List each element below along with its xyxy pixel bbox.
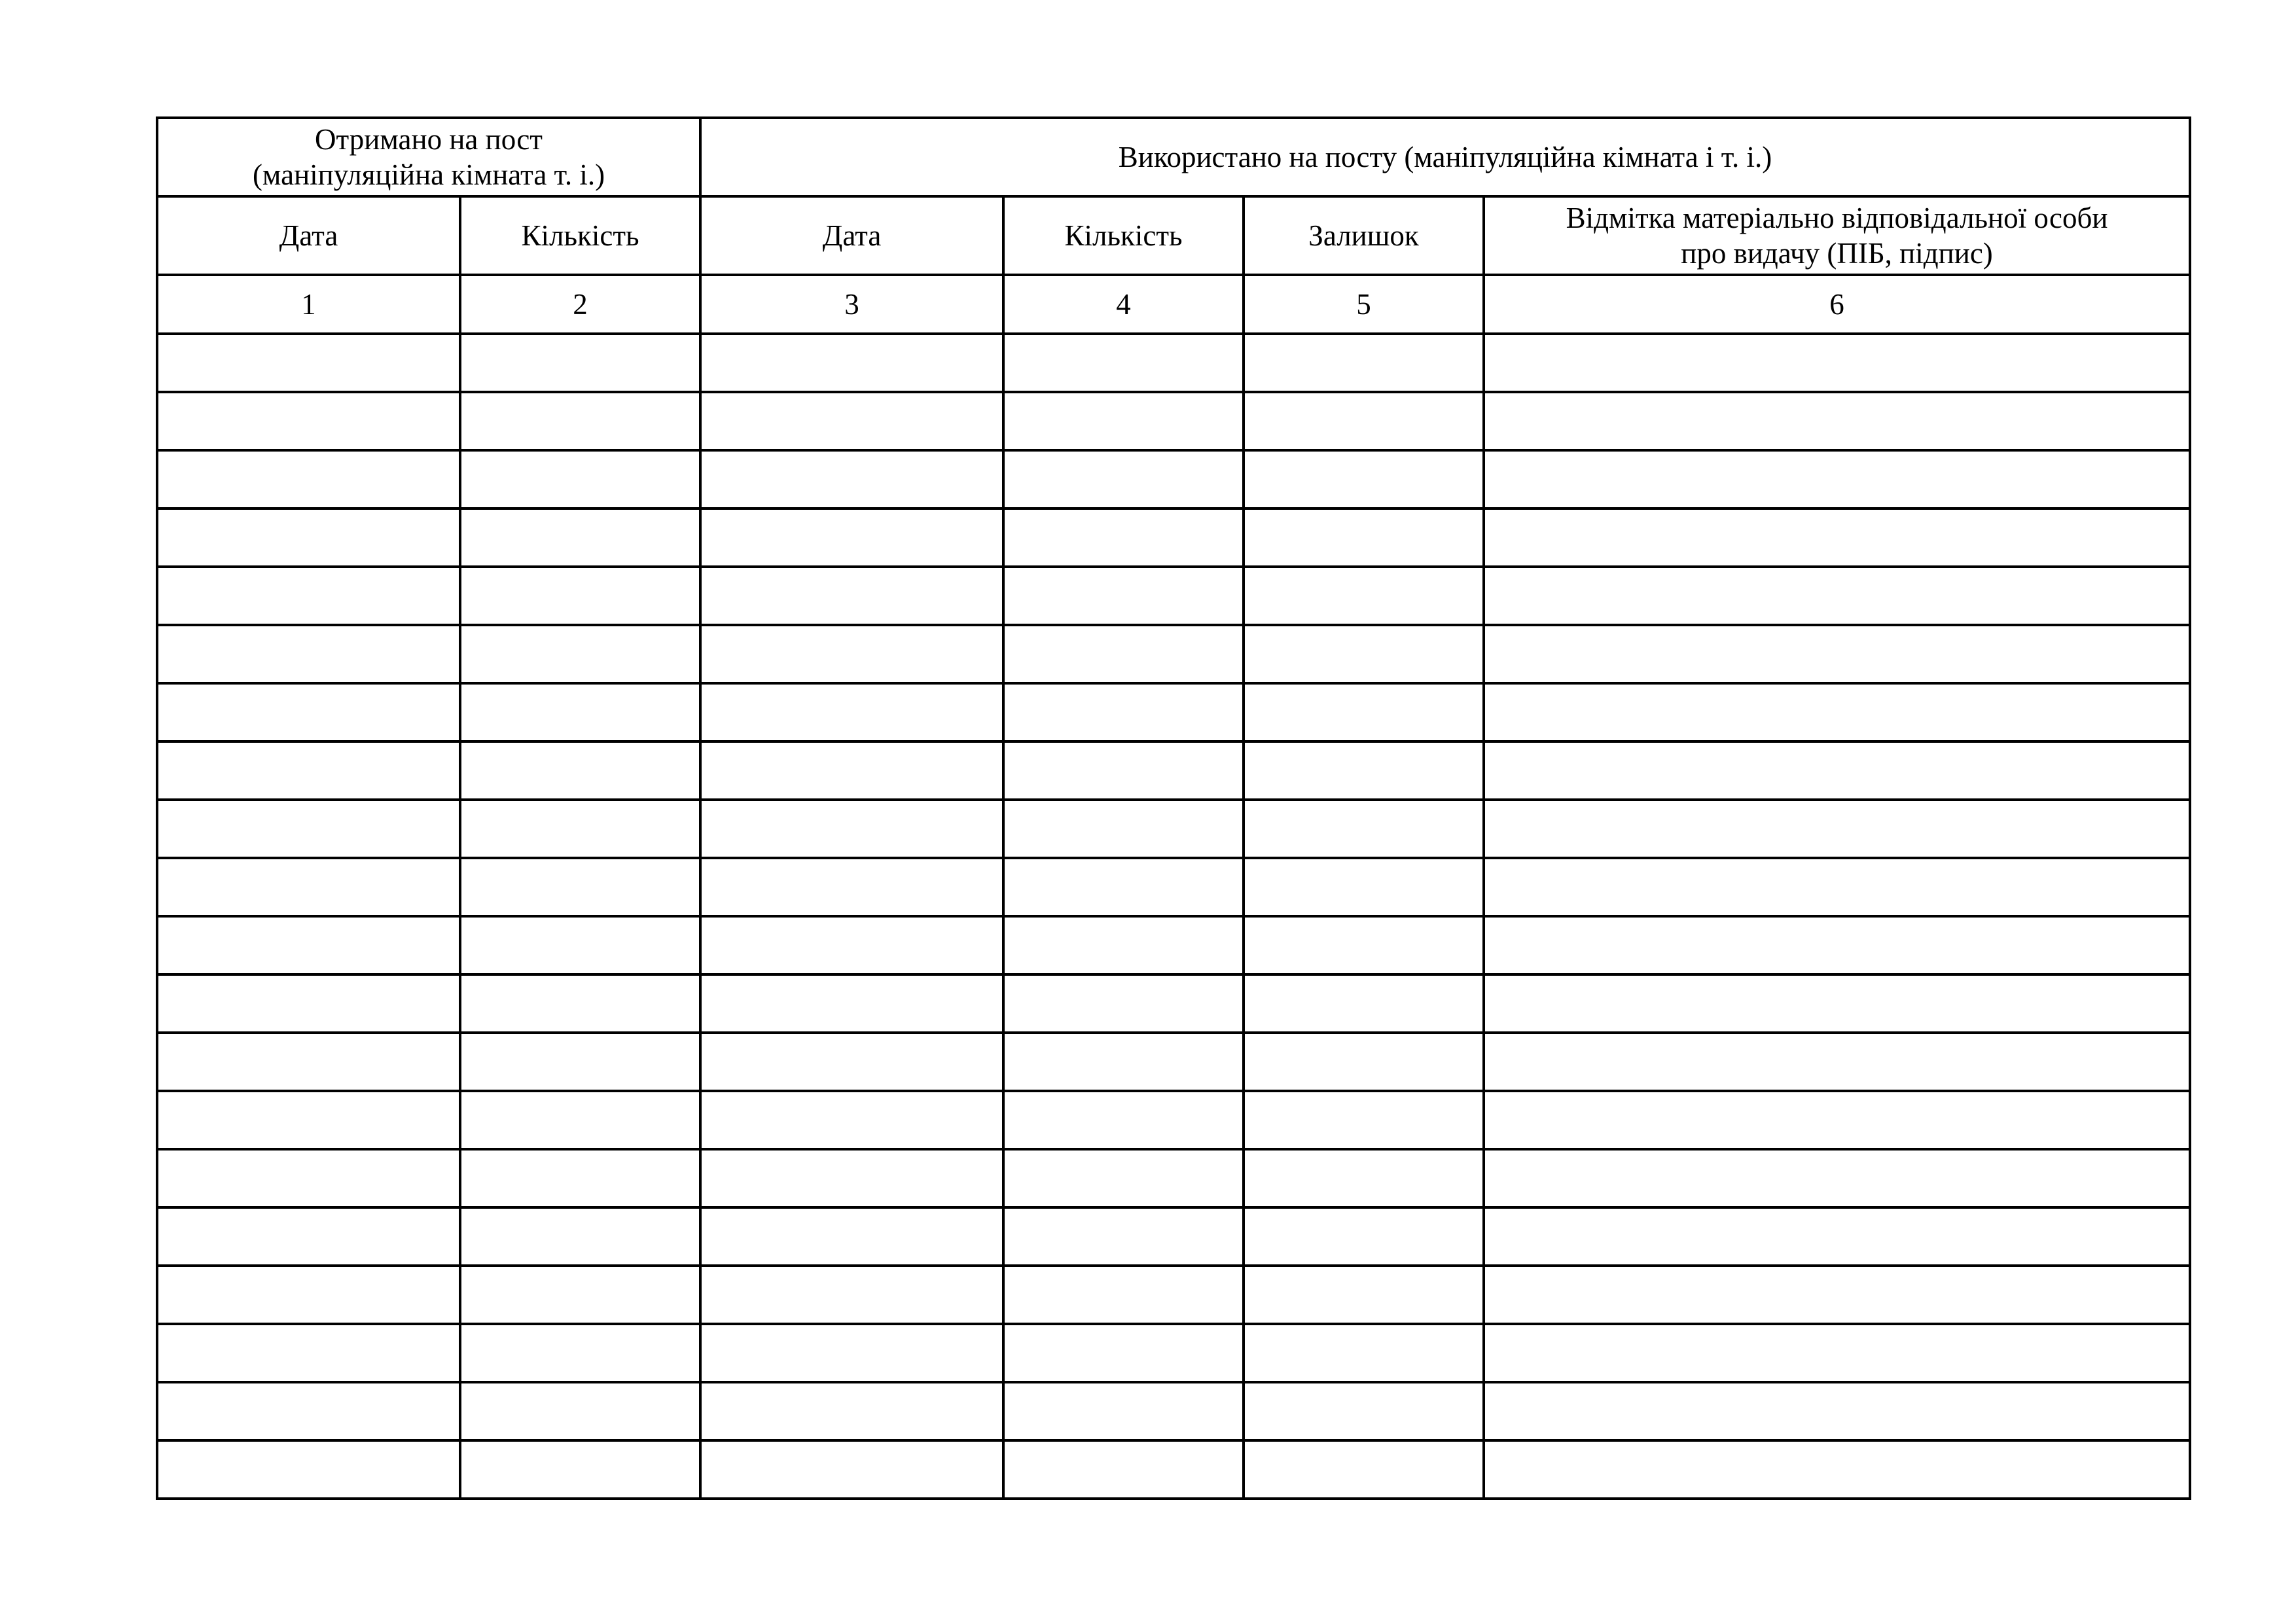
received-quantity-cell[interactable] [460, 916, 700, 974]
received-date-cell[interactable] [157, 858, 460, 916]
table-row [157, 1266, 2190, 1324]
balance-cell[interactable] [1244, 974, 1484, 1033]
used-date-cell[interactable] [700, 450, 1003, 508]
table-row [157, 1382, 2190, 1440]
responsible-mark-cell[interactable] [1484, 858, 2190, 916]
table-row [157, 1324, 2190, 1382]
received-quantity-cell[interactable] [460, 858, 700, 916]
used-quantity-cell[interactable] [1003, 1382, 1244, 1440]
table-row [157, 1207, 2190, 1266]
used-date-cell[interactable] [700, 567, 1003, 625]
received-quantity-cell[interactable] [460, 741, 700, 800]
received-date-cell[interactable] [157, 800, 460, 858]
received-date-cell[interactable] [157, 741, 460, 800]
table-row [157, 1149, 2190, 1207]
balance-cell[interactable] [1244, 1440, 1484, 1499]
table-row [157, 508, 2190, 567]
received-date-cell[interactable] [157, 508, 460, 567]
responsible-mark-cell[interactable] [1484, 1033, 2190, 1091]
received-date-cell[interactable] [157, 1091, 460, 1149]
received-date-cell[interactable] [157, 625, 460, 683]
table-row [157, 916, 2190, 974]
received-date-cell[interactable] [157, 392, 460, 450]
table-row [157, 741, 2190, 800]
used-quantity-cell[interactable] [1003, 800, 1244, 858]
col-header-received-quantity: Кількість [460, 196, 700, 275]
balance-cell[interactable] [1244, 1207, 1484, 1266]
table-row [157, 1091, 2190, 1149]
responsible-mark-cell[interactable] [1484, 392, 2190, 450]
responsible-mark-cell[interactable] [1484, 1382, 2190, 1440]
used-quantity-cell[interactable] [1003, 858, 1244, 916]
received-date-cell[interactable] [157, 1207, 460, 1266]
received-date-cell[interactable] [157, 1382, 460, 1440]
received-quantity-cell[interactable] [460, 625, 700, 683]
used-date-cell[interactable] [700, 334, 1003, 392]
responsible-mark-cell[interactable] [1484, 1324, 2190, 1382]
received-quantity-cell[interactable] [460, 508, 700, 567]
responsible-mark-cell[interactable] [1484, 974, 2190, 1033]
used-date-cell[interactable] [700, 1033, 1003, 1091]
used-date-cell[interactable] [700, 1149, 1003, 1207]
used-date-cell[interactable] [700, 916, 1003, 974]
used-quantity-cell[interactable] [1003, 508, 1244, 567]
used-quantity-cell[interactable] [1003, 1207, 1244, 1266]
responsible-mark-cell[interactable] [1484, 1091, 2190, 1149]
table-row [157, 625, 2190, 683]
used-quantity-cell[interactable] [1003, 567, 1244, 625]
used-quantity-cell[interactable] [1003, 625, 1244, 683]
header-received-cell [157, 118, 700, 196]
used-quantity-cell[interactable] [1003, 1266, 1244, 1324]
received-quantity-cell[interactable] [460, 1033, 700, 1091]
received-quantity-cell[interactable] [460, 1440, 700, 1499]
used-date-cell[interactable] [700, 508, 1003, 567]
used-date-cell[interactable] [700, 625, 1003, 683]
table-row [157, 567, 2190, 625]
header-received-subtitle: (маніпуляційна кімната т. і.) [252, 158, 605, 191]
used-date-cell[interactable] [700, 1324, 1003, 1382]
used-date-cell[interactable] [700, 1382, 1003, 1440]
responsible-mark-cell[interactable] [1484, 1266, 2190, 1324]
table-row [157, 334, 2190, 392]
used-date-cell[interactable] [700, 1266, 1003, 1324]
col-number-2: 2 [460, 275, 700, 334]
table-row [157, 800, 2190, 858]
table-row [157, 683, 2190, 741]
responsible-mark-cell[interactable] [1484, 741, 2190, 800]
table-row [157, 1440, 2190, 1499]
received-quantity-cell[interactable] [460, 1382, 700, 1440]
header-used-title: Використано на посту (маніпуляційна кімната і т. і.) [1118, 141, 1772, 173]
used-quantity-cell[interactable] [1003, 450, 1244, 508]
table-row [157, 1033, 2190, 1091]
responsible-mark-cell[interactable] [1484, 450, 2190, 508]
balance-cell[interactable] [1244, 741, 1484, 800]
table-row [157, 858, 2190, 916]
received-quantity-cell[interactable] [460, 1207, 700, 1266]
journal-table [156, 116, 2191, 1500]
used-date-cell[interactable] [700, 1091, 1003, 1149]
balance-cell[interactable] [1244, 1149, 1484, 1207]
responsible-mark-cell[interactable] [1484, 625, 2190, 683]
used-date-cell[interactable] [700, 1440, 1003, 1499]
received-quantity-cell[interactable] [460, 683, 700, 741]
used-quantity-cell[interactable] [1003, 392, 1244, 450]
received-date-cell[interactable] [157, 916, 460, 974]
col-number-5: 5 [1244, 275, 1484, 334]
balance-cell[interactable] [1244, 1266, 1484, 1324]
responsible-mark-cell[interactable] [1484, 916, 2190, 974]
received-date-cell[interactable] [157, 334, 460, 392]
balance-cell[interactable] [1244, 1324, 1484, 1382]
received-date-cell[interactable] [157, 683, 460, 741]
used-quantity-cell[interactable] [1003, 1324, 1244, 1382]
used-date-cell[interactable] [700, 974, 1003, 1033]
used-quantity-cell[interactable] [1003, 334, 1244, 392]
used-date-cell[interactable] [700, 392, 1003, 450]
used-date-cell[interactable] [700, 741, 1003, 800]
responsible-mark-cell[interactable] [1484, 800, 2190, 858]
col-number-6: 6 [1484, 275, 2190, 334]
col-header-used-quantity: Кількість [1003, 196, 1244, 275]
col-header-received-date: Дата [157, 196, 460, 275]
received-quantity-cell[interactable] [460, 450, 700, 508]
header-used-cell [700, 118, 2190, 196]
balance-cell[interactable] [1244, 567, 1484, 625]
responsible-mark-cell[interactable] [1484, 1149, 2190, 1207]
used-quantity-cell[interactable] [1003, 1091, 1244, 1149]
col-header-used-date: Дата [700, 196, 1003, 275]
received-date-cell[interactable] [157, 1440, 460, 1499]
received-date-cell[interactable] [157, 1033, 460, 1091]
col-number-3: 3 [700, 275, 1003, 334]
received-date-cell[interactable] [157, 450, 460, 508]
used-quantity-cell[interactable] [1003, 1440, 1244, 1499]
col-header-responsible-mark [1484, 196, 2190, 275]
received-date-cell[interactable] [157, 1324, 460, 1382]
responsible-mark-cell[interactable] [1484, 334, 2190, 392]
balance-cell[interactable] [1244, 858, 1484, 916]
received-date-cell[interactable] [157, 567, 460, 625]
received-date-cell[interactable] [157, 1266, 460, 1324]
used-date-cell[interactable] [700, 800, 1003, 858]
journal-sheet [156, 116, 2189, 1500]
balance-cell[interactable] [1244, 800, 1484, 858]
balance-cell[interactable] [1244, 508, 1484, 567]
responsible-mark-cell[interactable] [1484, 1440, 2190, 1499]
responsible-mark-cell[interactable] [1484, 508, 2190, 567]
used-date-cell[interactable] [700, 1207, 1003, 1266]
received-quantity-cell[interactable] [460, 800, 700, 858]
received-quantity-cell[interactable] [460, 334, 700, 392]
used-date-cell[interactable] [700, 858, 1003, 916]
balance-cell[interactable] [1244, 392, 1484, 450]
received-date-cell[interactable] [157, 974, 460, 1033]
used-quantity-cell[interactable] [1003, 1033, 1244, 1091]
received-quantity-cell[interactable] [460, 1091, 700, 1149]
responsible-mark-cell[interactable] [1484, 1207, 2190, 1266]
received-quantity-cell[interactable] [460, 567, 700, 625]
balance-cell[interactable] [1244, 1033, 1484, 1091]
table-row [157, 392, 2190, 450]
col-number-4: 4 [1003, 275, 1244, 334]
balance-cell[interactable] [1244, 683, 1484, 741]
column-number-row [157, 275, 2190, 334]
received-quantity-cell[interactable] [460, 392, 700, 450]
header-group-row [157, 118, 2190, 196]
table-row [157, 450, 2190, 508]
responsible-mark-cell[interactable] [1484, 567, 2190, 625]
col-header-responsible-mark-line1: Відмітка матеріально відповідальної особи [1566, 202, 2108, 234]
header-received-title: Отримано на пост [315, 123, 543, 156]
table-row [157, 974, 2190, 1033]
balance-cell[interactable] [1244, 916, 1484, 974]
used-quantity-cell[interactable] [1003, 683, 1244, 741]
received-quantity-cell[interactable] [460, 1266, 700, 1324]
responsible-mark-cell[interactable] [1484, 683, 2190, 741]
col-header-balance: Залишок [1244, 196, 1484, 275]
received-quantity-cell[interactable] [460, 1149, 700, 1207]
used-date-cell[interactable] [700, 683, 1003, 741]
balance-cell[interactable] [1244, 625, 1484, 683]
used-quantity-cell[interactable] [1003, 974, 1244, 1033]
column-header-row [157, 196, 2190, 275]
col-number-1: 1 [157, 275, 460, 334]
used-quantity-cell[interactable] [1003, 1149, 1244, 1207]
used-quantity-cell[interactable] [1003, 741, 1244, 800]
received-quantity-cell[interactable] [460, 974, 700, 1033]
used-quantity-cell[interactable] [1003, 916, 1244, 974]
balance-cell[interactable] [1244, 450, 1484, 508]
balance-cell[interactable] [1244, 1382, 1484, 1440]
received-quantity-cell[interactable] [460, 1324, 700, 1382]
balance-cell[interactable] [1244, 1091, 1484, 1149]
received-date-cell[interactable] [157, 1149, 460, 1207]
col-header-responsible-mark-line2: про видачу (ПІБ, підпис) [1681, 237, 1993, 270]
balance-cell[interactable] [1244, 334, 1484, 392]
